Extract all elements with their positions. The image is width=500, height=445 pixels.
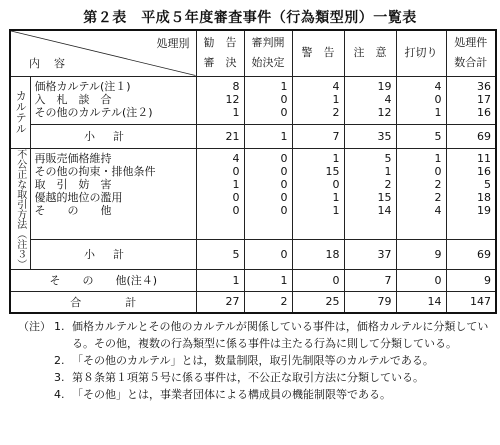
list-item: 入 札 談 合 — [34, 92, 112, 106]
note-number: 3. — [54, 371, 65, 384]
note-item — [10, 318, 494, 352]
note-number: 1. — [54, 320, 65, 333]
total-value: 27 — [196, 291, 244, 313]
col-header-line: 始決定 — [251, 56, 285, 70]
other-value: 1 — [196, 269, 244, 291]
col-header — [292, 30, 344, 76]
total-value: 14 — [396, 291, 446, 313]
value-cell: 36 17 16 — [446, 76, 496, 124]
note-item — [10, 386, 494, 403]
header-row — [10, 30, 496, 76]
note-number: 4. — [54, 388, 65, 401]
other-label: そ の 他(注４) — [10, 269, 196, 291]
col-header — [196, 30, 244, 76]
corner-label-bottom: 内容 — [29, 56, 79, 70]
other-value: 9 — [446, 269, 496, 291]
col-header-line: 打切り — [404, 46, 438, 60]
other-value: 7 — [344, 269, 396, 291]
subtotal-value: 0 — [244, 240, 292, 269]
value-cell: 11 16 5 18 19 — [446, 148, 496, 240]
col-header — [244, 30, 292, 76]
col-header-line: 警 告 — [301, 46, 335, 60]
subtotal-value: 21 — [196, 124, 244, 148]
list-item: 優越的地位の濫用 — [34, 190, 123, 204]
subtotal-value: 69 — [446, 240, 496, 269]
note-text: 価格カルテルとその他のカルテルが関係している事件は，価格カルテルに分類している。その他，複数の行為類型に係る事件は主たる行為に則して分類している。 — [72, 320, 489, 350]
list-item: その他の拘束・排他条件 — [34, 164, 156, 178]
subtotal-label: 小計 — [30, 124, 196, 148]
corner-label-top: 処理別 — [156, 37, 190, 50]
note-item — [10, 352, 494, 369]
item-list — [30, 148, 196, 240]
subtotal-value: 7 — [292, 124, 344, 148]
list-item: そ の 他 — [34, 203, 112, 217]
value-cell: 0 0 0 0 0 — [244, 148, 292, 240]
other-value: 0 — [292, 269, 344, 291]
total-value: 79 — [344, 291, 396, 313]
cases-table — [9, 29, 497, 314]
value-cell: 4 0 1 0 0 — [196, 148, 244, 240]
note-number: 2. — [54, 354, 65, 367]
total-value: 2 — [244, 291, 292, 313]
subtotal-value: 35 — [344, 124, 396, 148]
other-value: 0 — [396, 269, 446, 291]
group-cartel-items — [10, 76, 496, 124]
other-value: 1 — [244, 269, 292, 291]
note-text: 「その他のカルテル」とは，数量制限，取引先制限等のカルテルである。 — [72, 354, 434, 367]
col-header — [396, 30, 446, 76]
notes-head: （注） — [18, 320, 51, 333]
list-item: その他のカルテル(注２) — [34, 105, 153, 119]
value-cell: 8 12 1 — [196, 76, 244, 124]
group-unfair-items — [10, 148, 496, 240]
list-item: 取 引 妨 害 — [34, 177, 112, 191]
col-header-line: 数合計 — [454, 56, 488, 70]
notes — [10, 318, 494, 403]
col-header-line: 注 意 — [353, 46, 387, 60]
col-header-line: 審判開 — [251, 36, 285, 50]
list-item: 再販売価格維持 — [34, 151, 112, 165]
note-text: 第８条第１項第５号に係る事件は，不公正な取引方法に分類している。 — [72, 371, 424, 384]
subtotal-value: 9 — [396, 240, 446, 269]
value-cell: 1 0 2 2 4 — [396, 148, 446, 240]
subtotal-value: 5 — [396, 124, 446, 148]
value-cell: 5 1 2 15 14 — [344, 148, 396, 240]
col-header-line: 勧 告 — [203, 36, 237, 50]
subtotal-row — [10, 240, 496, 269]
group-label: カルテル — [10, 76, 30, 148]
col-header — [446, 30, 496, 76]
total-row — [10, 291, 496, 313]
value-cell: 4 1 2 — [292, 76, 344, 124]
group-label: 不公正な取引方法（注３） — [10, 148, 30, 269]
total-value: 147 — [446, 291, 496, 313]
list-item: 価格カルテル(注１) — [34, 79, 131, 93]
subtotal-row — [10, 124, 496, 148]
subtotal-value: 5 — [196, 240, 244, 269]
total-value: 25 — [292, 291, 344, 313]
col-header — [344, 30, 396, 76]
total-label: 合 計 — [10, 291, 196, 313]
col-header-line: 処理件 — [454, 36, 488, 50]
value-cell: 4 0 1 — [396, 76, 446, 124]
other-row — [10, 269, 496, 291]
subtotal-value: 1 — [244, 124, 292, 148]
header-corner — [10, 30, 196, 76]
subtotal-label: 小計 — [30, 240, 196, 269]
col-header-line: 審 決 — [203, 56, 237, 70]
note-text: 「その他」とは，事業者団体による構成員の機能制限等である。 — [72, 388, 391, 401]
table-title: 第２表 平成５年度審査事件（行為類型別）一覧表 — [83, 10, 417, 26]
value-cell: 1 0 0 — [244, 76, 292, 124]
subtotal-value: 37 — [344, 240, 396, 269]
subtotal-value: 18 — [292, 240, 344, 269]
value-cell: 1 15 0 1 1 — [292, 148, 344, 240]
item-list — [30, 76, 196, 124]
note-item — [10, 369, 494, 386]
value-cell: 19 4 12 — [344, 76, 396, 124]
subtotal-value: 69 — [446, 124, 496, 148]
